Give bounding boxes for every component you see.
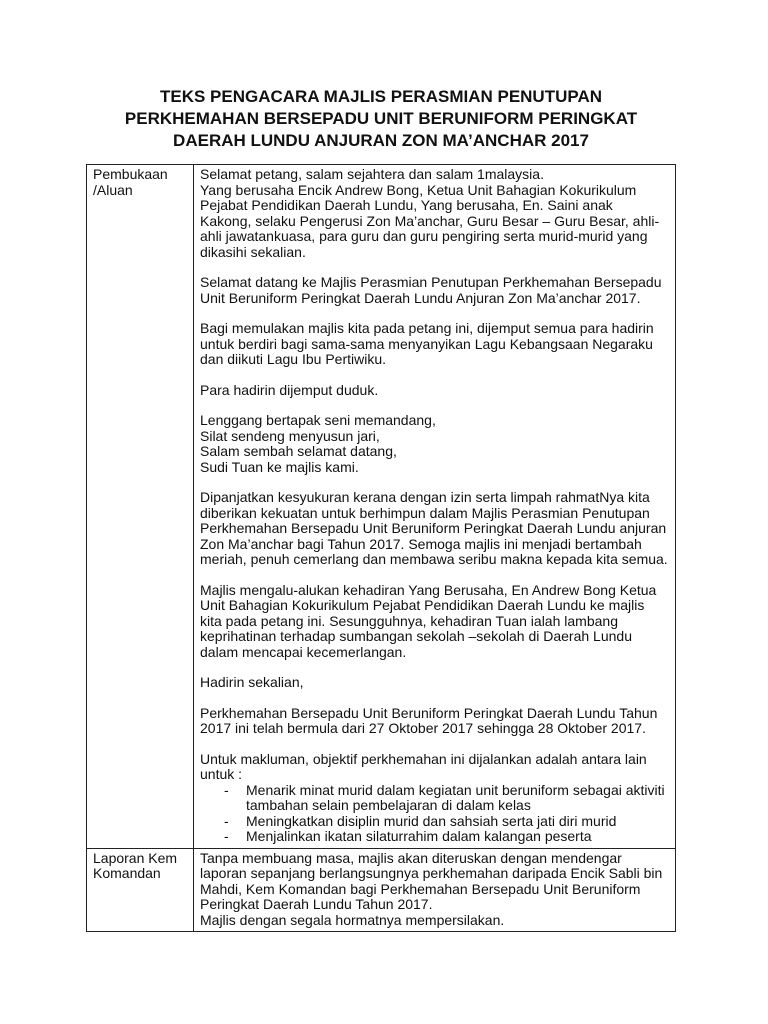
text-line: dikasihi sekalian. bbox=[200, 243, 306, 260]
script-row bbox=[87, 165, 676, 849]
paragraph bbox=[200, 321, 669, 368]
list-item bbox=[200, 783, 669, 814]
text-line: Tanpa membuang masa, majlis akan diteruskan dengan mendengar bbox=[200, 849, 622, 866]
text-line: Selamat datang ke Majlis Perasmian Penutupan Perkhemahan Bersepadu bbox=[200, 274, 662, 290]
text-line: Bagi memulakan majlis kita pada petang ini, dijemput semua para hadirin bbox=[200, 320, 654, 336]
dash-bullet-icon: - bbox=[224, 828, 229, 844]
text-line: Unit Beruniform Peringkat Daerah Lundu Anjuran Zon Ma’anchar 2017. bbox=[200, 289, 641, 306]
text-line: Unit Bahagian Kokurikulum Pejabat Pendidikan Daerah Lundu ke majlis bbox=[200, 597, 645, 613]
text-line: Zon Ma’anchar bagi Tahun 2017. Semoga majlis ini menjadi bertambah bbox=[200, 535, 642, 552]
text-line: Yang berusaha Encik Andrew Bong, Ketua Unit Bahagian Kokurikulum bbox=[200, 181, 637, 198]
text-line: Pejabat Pendidikan Daerah Lundu, Yang berusaha, En. Saini anak bbox=[200, 197, 613, 213]
section-content bbox=[194, 165, 676, 849]
script-row bbox=[87, 848, 676, 932]
section-label: Laporan Kem Komandan bbox=[87, 848, 194, 932]
text-line: Mahdi, Kem Komandan bagi Perkhemahan Bersepadu Unit Beruniform bbox=[200, 880, 641, 897]
text-line: untuk berdiri bagi sama-sama menyanyikan Lagu Kebangsaan Negaraku bbox=[200, 335, 653, 352]
text-line: Dipanjatkan kesyukuran kerana dengan izin serta limpah rahmatNya kita bbox=[200, 489, 650, 505]
text-line: Salam sembah selamat datang, bbox=[200, 443, 397, 459]
dash-bullet-icon: - bbox=[224, 812, 229, 829]
text-line: Perkhemahan Bersepadu Unit Beruniform Peringkat Daerah Lundu anjuran bbox=[200, 520, 667, 536]
text-line: Menjalinkan ikatan silaturrahim dalam kalangan peserta bbox=[246, 828, 592, 844]
paragraph bbox=[200, 851, 669, 929]
section-label: Pembukaan /Aluan bbox=[87, 165, 194, 849]
text-line: diberikan kekuatan untuk berhimpun dalam Majlis Perasmian Penutupan bbox=[200, 504, 650, 521]
paragraph bbox=[200, 167, 669, 260]
text-line: Kakong, selaku Pengerusi Zon Ma’anchar, Guru Besar – Guru Besar, ahli- bbox=[200, 212, 660, 229]
text-line: Silat sendeng menyusun jari, bbox=[200, 427, 380, 444]
text-line: Untuk makluman, objektif perkhemahan ini dijalankan adalah antara lain bbox=[200, 750, 647, 767]
text-line: kita pada petang ini. Sesungguhnya, kehadiran Tuan ialah lambang bbox=[200, 612, 618, 629]
text-line: Menarik minat murid dalam kegiatan unit beruniform sebagai aktiviti bbox=[246, 781, 665, 798]
title-line: TEKS PENGACARA MAJLIS PERASMIAN PENUTUPAN bbox=[159, 87, 603, 106]
text-line: Perkhemahan Bersepadu Unit Beruniform Peringkat Daerah Lundu Tahun bbox=[200, 704, 658, 721]
list-item bbox=[200, 829, 669, 845]
text-line: meriah, penuh cemerlang dan membawa seribu makna kepada kita semua. bbox=[200, 551, 668, 567]
text-line: Selamat petang, salam sejahtera dan salam 1malaysia. bbox=[200, 166, 544, 182]
paragraph bbox=[200, 275, 669, 306]
text-line: tambahan selain pembelajaran di dalam kelas bbox=[246, 797, 531, 813]
paragraph bbox=[200, 675, 669, 691]
dash-bullet-icon: - bbox=[224, 781, 229, 798]
text-line: dalam mencapai kecemerlangan. bbox=[200, 643, 407, 660]
paragraph bbox=[200, 752, 669, 783]
text-line: untuk : bbox=[200, 766, 243, 782]
title-line: DAERAH LUNDU ANJURAN ZON MA’ANCHAR 2017 bbox=[173, 131, 589, 150]
text-line: Majlis dengan segala hormatnya mempersilakan. bbox=[200, 911, 505, 928]
text-line: Meningkatkan disiplin murid dan sahsiah serta jati diri murid bbox=[246, 812, 617, 829]
text-line: Majlis mengalu-alukan kehadiran Yang Berusaha, En Andrew Bong Ketua bbox=[200, 581, 657, 598]
text-line: keprihatinan terhadap sumbangan sekolah –sekolah di Daerah Lundu bbox=[200, 628, 632, 644]
objectives-list bbox=[200, 783, 669, 845]
text-line: Lenggang bertapak seni memandang, bbox=[200, 412, 436, 428]
script-table bbox=[86, 164, 676, 932]
text-line: Para hadirin dijemput duduk. bbox=[200, 381, 379, 398]
paragraph bbox=[200, 490, 669, 568]
paragraph bbox=[200, 383, 669, 399]
text-line: ahli jawatankuasa, para guru dan guru pengiring serta murid-murid yang bbox=[200, 228, 648, 244]
text-line: Hadirin sekalian, bbox=[200, 674, 304, 690]
paragraph bbox=[200, 583, 669, 661]
text-line: Sudi Tuan ke majlis kami. bbox=[200, 458, 359, 475]
paragraph bbox=[200, 413, 669, 475]
title-line: PERKHEMAHAN BERSEPADU UNIT BERUNIFORM PERINGKAT bbox=[124, 109, 638, 128]
text-line: dan diikuti Lagu Ibu Pertiwiku. bbox=[200, 351, 386, 367]
text-line: laporan sepanjang berlangsungnya perkhemahan daripada Encik Sabli bin bbox=[200, 865, 663, 881]
text-line: 2017 ini telah bermula dari 27 Oktober 2017 sehingga 28 Oktober 2017. bbox=[200, 720, 646, 736]
list-item bbox=[200, 814, 669, 830]
section-content bbox=[194, 848, 676, 932]
document-title bbox=[86, 86, 676, 152]
text-line: Peringkat Daerah Lundu Tahun 2017. bbox=[200, 896, 433, 912]
paragraph bbox=[200, 706, 669, 737]
